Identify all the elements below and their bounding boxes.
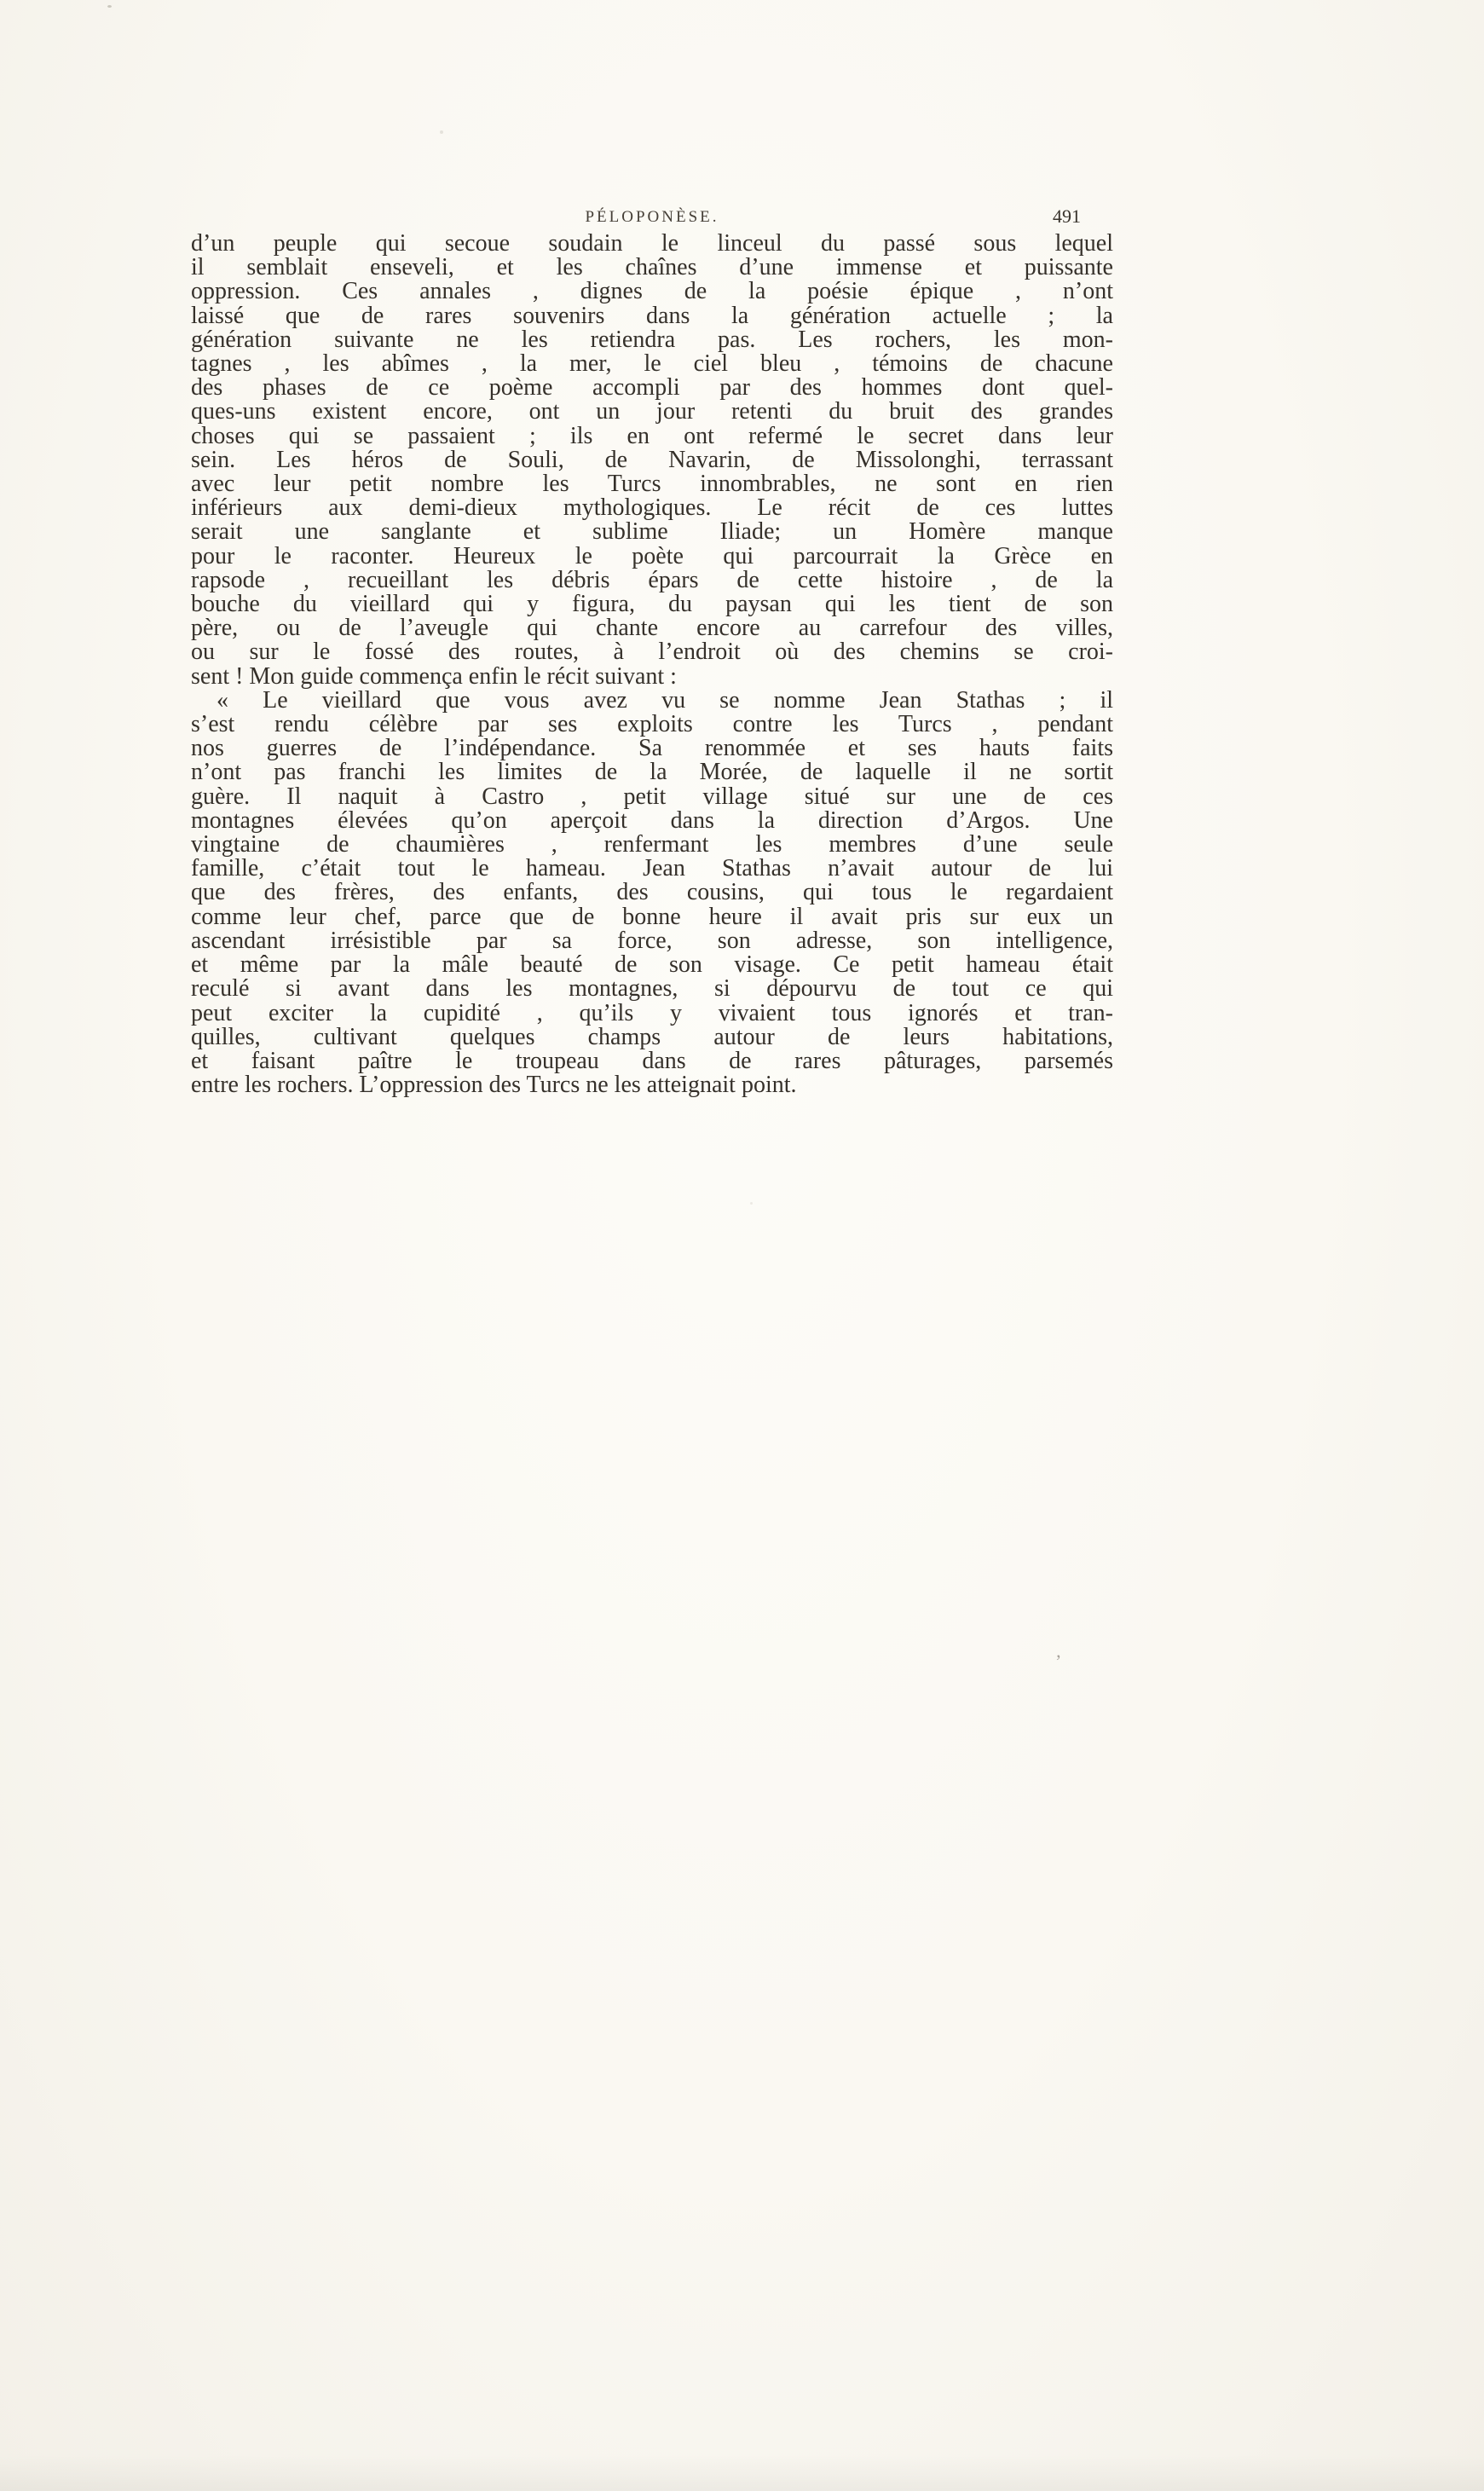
text-line: laissé que de rares souvenirs dans la génération actuelle ; la bbox=[191, 302, 1113, 329]
text-line: comme leur chef, parce que de bonne heure il avait pris sur eux un bbox=[191, 903, 1113, 930]
text-line: ques-uns existent encore, ont un jour retenti du bruit des grandes bbox=[191, 398, 1113, 425]
text-line: bouche du vieillard qui y figura, du paysan qui les tient de son bbox=[191, 591, 1113, 618]
text-line: et faisant paître le troupeau dans de rares pâturages, parsemés bbox=[191, 1047, 1113, 1074]
page-number: 491 bbox=[1053, 205, 1081, 227]
paragraph bbox=[191, 232, 1113, 689]
page-bottom-shadow bbox=[0, 2455, 1484, 2491]
text-line: choses qui se passaient ; ils en ont refermé le secret dans leur bbox=[191, 422, 1113, 449]
text-line: reculé si avant dans les montagnes, si dépourvu de tout ce qui bbox=[191, 975, 1113, 1003]
text-line: d’un peuple qui secoue soudain le linceul du passé sous lequel bbox=[191, 230, 1113, 257]
scan-artifact-mark: ’ bbox=[1055, 1650, 1062, 1672]
text-line: il semblait enseveli, et les chaînes d’une immense et puissante bbox=[191, 254, 1113, 281]
text-line: entre les rochers. L’oppression des Turcs ne les atteignait point. bbox=[191, 1072, 797, 1099]
text-line: famille, c’était tout le hameau. Jean Stathas n’avait autour de lui bbox=[191, 855, 1113, 882]
paragraph bbox=[191, 686, 1113, 1099]
text-line: père, ou de l’aveugle qui chante encore au carrefour des villes, bbox=[191, 615, 1113, 642]
text-line: ascendant irrésistible par sa force, son adresse, son intelligence, bbox=[191, 927, 1113, 954]
scan-speck bbox=[107, 5, 112, 8]
text-line: oppression. Ces annales , dignes de la poésie épique , n’ont bbox=[191, 278, 1113, 305]
text-line: et même par la mâle beauté de son visage. Ce petit hameau était bbox=[191, 951, 1113, 979]
page-header bbox=[191, 205, 1113, 233]
text-line: rapsode , recueillant les débris épars de cette histoire , de la bbox=[191, 566, 1113, 593]
text-line: pour le raconter. Heureux le poète qui parcourrait la Grèce en bbox=[191, 542, 1113, 569]
text-line: « Le vieillard que vous avez vu se nomme Jean Stathas ; il bbox=[217, 686, 1113, 714]
scan-speck bbox=[440, 130, 443, 134]
text-line: s’est rendu célèbre par ses exploits contre les Turcs , pendant bbox=[191, 711, 1113, 738]
text-line: des phases de ce poème accompli par des hommes dont quel- bbox=[191, 374, 1113, 402]
text-line: n’ont pas franchi les limites de la Morée, de laquelle il ne sortit bbox=[191, 759, 1113, 786]
text-line: génération suivante ne les retiendra pas. Les rochers, les mon- bbox=[191, 326, 1113, 353]
text-line: avec leur petit nombre les Turcs innombrables, ne sont en rien bbox=[191, 471, 1113, 498]
text-block bbox=[191, 232, 1113, 1097]
text-line: guère. Il naquit à Castro , petit village situé sur une de ces bbox=[191, 783, 1113, 810]
text-line: quilles, cultivant quelques champs autour de leurs habitations, bbox=[191, 1023, 1113, 1050]
text-line: ou sur le fossé des routes, à l’endroit où des chemins se croi- bbox=[191, 639, 1113, 666]
text-line: peut exciter la cupidité , qu’ils y vivaient tous ignorés et tran- bbox=[191, 999, 1113, 1026]
text-line: sein. Les héros de Souli, de Navarin, de Missolonghi, terrassant bbox=[191, 446, 1113, 473]
text-line: montagnes élevées qu’on aperçoit dans la direction d’Argos. Une bbox=[191, 806, 1113, 834]
running-title: PÉLOPONÈSE. bbox=[585, 208, 719, 226]
text-line: tagnes , les abîmes , la mer, le ciel bleu , témoins de chacune bbox=[191, 350, 1113, 378]
text-line: que des frères, des enfants, des cousins, qui tous le regardaient bbox=[191, 879, 1113, 906]
text-line: sent ! Mon guide commença enfin le récit suivant : bbox=[191, 662, 677, 690]
scan-speck bbox=[750, 1202, 753, 1205]
text-line: nos guerres de l’indépendance. Sa renommée et ses hauts faits bbox=[191, 735, 1113, 762]
text-line: vingtaine de chaumières , renfermant les membres d’une seule bbox=[191, 831, 1113, 858]
text-line: serait une sanglante et sublime Iliade; un Homère manque bbox=[191, 518, 1113, 546]
text-line: inférieurs aux demi-dieux mythologiques. Le récit de ces luttes bbox=[191, 494, 1113, 522]
